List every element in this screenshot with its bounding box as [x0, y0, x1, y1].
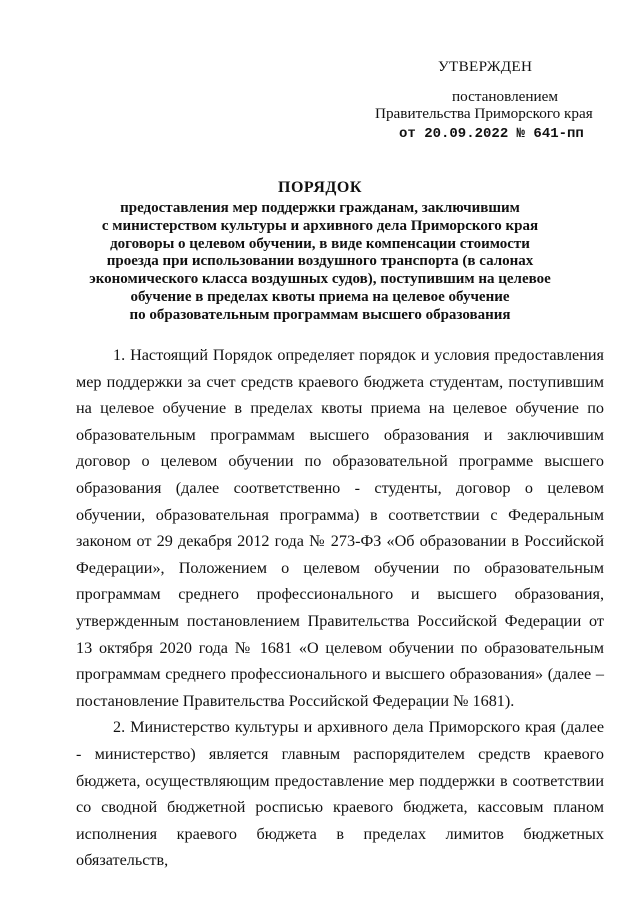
title-line: проезда при использовании воздушного транспорта (в салонах [106, 253, 534, 270]
title-line: экономического класса воздушных судов), поступившим на целевое [89, 271, 551, 288]
document-title-block [60, 178, 580, 325]
title-line: предоставления мер поддержки гражданам, заключившим [120, 200, 520, 216]
approval-date-number: от 20.09.2022 № 641-пп [399, 126, 584, 142]
title-line: по образовательным программам высшего образования [129, 306, 511, 323]
approval-heading: УТВЕРЖДЕН [438, 58, 533, 75]
document-title: ПОРЯДОК [278, 179, 362, 196]
title-line: с министерством культуры и архивного дела Приморского края [101, 217, 539, 234]
approval-line-1: постановлением [452, 88, 559, 105]
paragraph-2: 2. Министерство культуры и архивного дела Приморского края (далее - министерство) является главным распорядителем средств краевого бюджета, осуществляющим предоставление мер поддержки в соответствии со сводной бюджетной росписью краевого бюджета, кассовым планом исполнения краевого бюджета в пределах лимитов бюджетных обязательств, [76, 718, 604, 870]
document-body [76, 342, 604, 874]
approval-line-2: Правительства Приморского края [375, 105, 593, 122]
title-line: обучение в пределах квоты приема на целевое обучение [130, 288, 510, 305]
paragraph-1: 1. Настоящий Порядок определяет порядок и условия предоставления мер поддержки за счет средств краевого бюджета студентам, поступившим на целевое обучение в пределах квоты приема на целевое обучение по образовательным программам высшего образования и заключившим договор о целевом обучении по образовательной программе высшего образования (далее соответственно - студенты, договор о целевом обучении, образовательная программа) в соответствии с Федеральным законом от 29 декабря 2012 года № 273-ФЗ «Об образовании в Российской Федерации», Положением о целевом обучении по образовательным программам среднего профессионального и высшего образования, утвержденным постановлением Правительства Российской Федерации от 13 октября 2020 года № 1681 «О целевом обучении по образовательным программам среднего профессионального и высшего образования» (далее – постановление Правительства Российской Федерации № 1681). [76, 346, 604, 710]
title-line: договоры о целевом обучении, в виде компенсации стоимости [110, 235, 530, 252]
